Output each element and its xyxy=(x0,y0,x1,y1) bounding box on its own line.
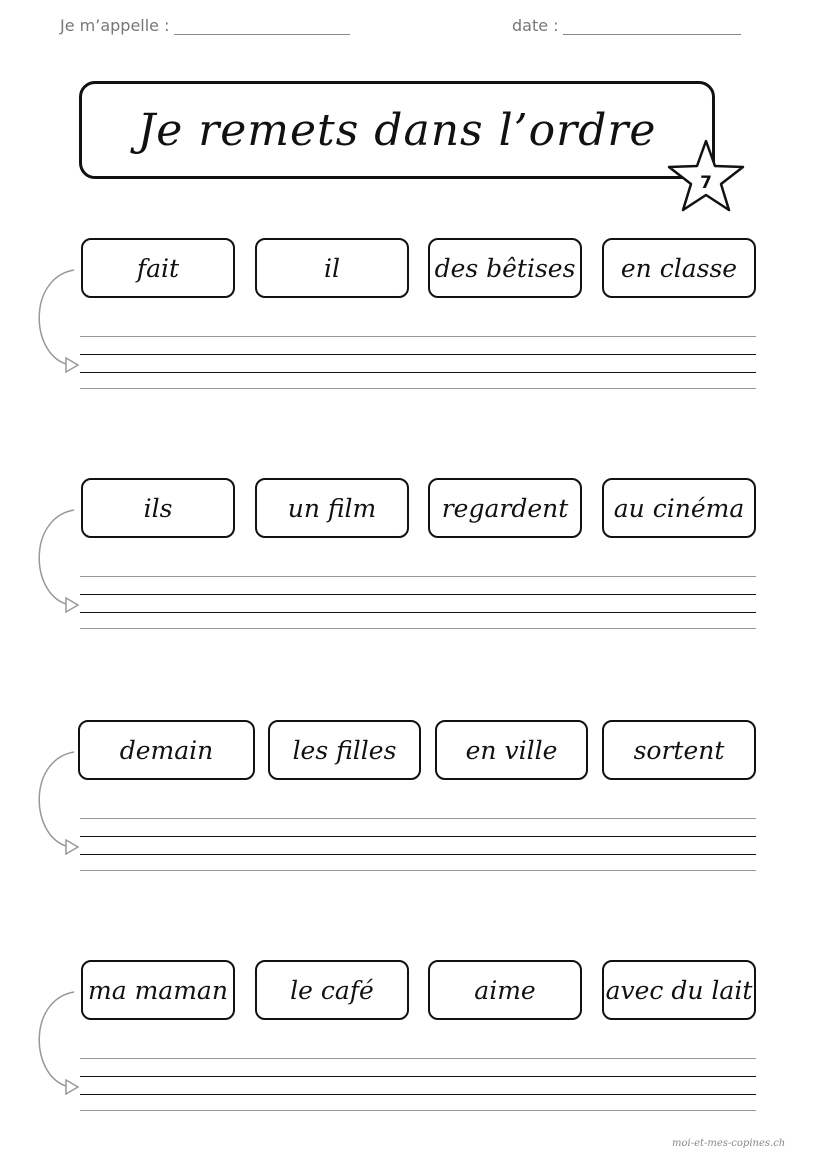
writing-lines[interactable] xyxy=(80,576,756,632)
word-card[interactable]: en classe xyxy=(602,238,756,298)
word-card[interactable]: le café xyxy=(255,960,409,1020)
name-field xyxy=(60,16,350,35)
word-card[interactable]: regardent xyxy=(428,478,582,538)
word-card[interactable]: ma maman xyxy=(81,960,235,1020)
date-label: date : xyxy=(512,16,559,35)
word-card[interactable]: demain xyxy=(78,720,255,780)
word-card[interactable]: en ville xyxy=(435,720,588,780)
word-card[interactable]: sortent xyxy=(602,720,756,780)
curved-arrow-icon xyxy=(36,264,84,374)
star-badge-icon xyxy=(664,138,748,214)
footer-credit: moi-et-mes-copines.ch xyxy=(672,1138,786,1149)
writing-lines[interactable] xyxy=(80,1058,756,1114)
word-card[interactable]: il xyxy=(255,238,409,298)
word-card[interactable]: avec du lait xyxy=(602,960,756,1020)
word-card[interactable]: les filles xyxy=(268,720,421,780)
word-card[interactable]: ils xyxy=(81,478,235,538)
name-blank[interactable] xyxy=(174,16,350,35)
date-blank[interactable] xyxy=(563,16,741,35)
page-title: Je remets dans l’ordre xyxy=(137,104,657,156)
exercise-1 xyxy=(0,238,818,408)
exercise-4 xyxy=(0,960,818,1130)
exercise-2 xyxy=(0,478,818,648)
name-label: Je m’appelle : xyxy=(60,16,170,35)
word-card[interactable]: aime xyxy=(428,960,582,1020)
exercise-3 xyxy=(0,720,818,890)
date-field xyxy=(512,16,741,35)
word-card[interactable]: fait xyxy=(81,238,235,298)
word-card[interactable]: un film xyxy=(255,478,409,538)
star-badge-number: 7 xyxy=(700,173,712,193)
title-box xyxy=(79,81,715,179)
curved-arrow-icon xyxy=(36,504,84,614)
writing-lines[interactable] xyxy=(80,818,756,874)
curved-arrow-icon xyxy=(36,746,84,856)
word-card[interactable]: des bêtises xyxy=(428,238,582,298)
writing-lines[interactable] xyxy=(80,336,756,392)
curved-arrow-icon xyxy=(36,986,84,1096)
word-card[interactable]: au cinéma xyxy=(602,478,756,538)
